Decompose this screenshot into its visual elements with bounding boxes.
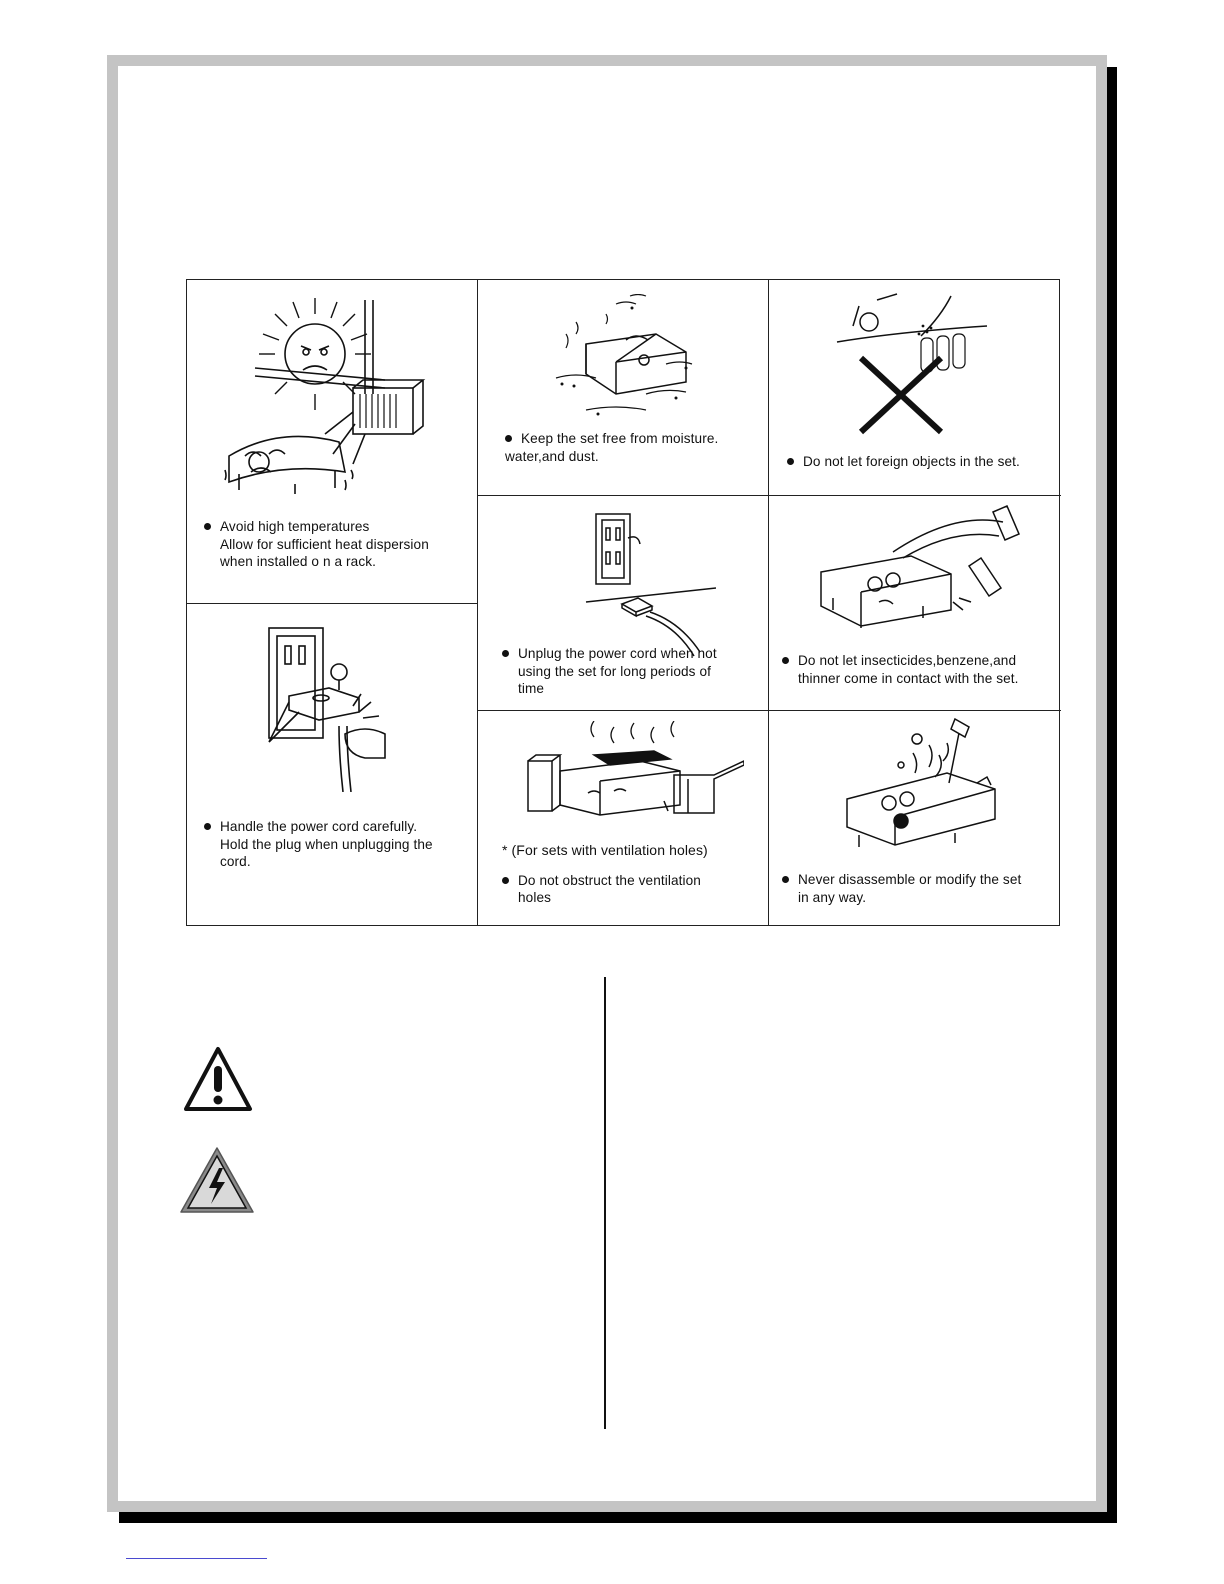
disassemble-illustration (835, 717, 1005, 867)
tip-caption-chemicals (782, 652, 1019, 687)
caption-line: Keep the set free from moisture. (505, 430, 718, 448)
tip-caption-power-cord (204, 818, 433, 871)
tip-caption-unplug (502, 645, 717, 698)
sun-heater-illustration (215, 294, 455, 504)
unplug-illustration (566, 508, 716, 658)
tip-cell-unplug (478, 496, 769, 711)
tip-cell-moisture (478, 280, 769, 496)
tip-caption-disassemble (782, 871, 1021, 906)
tip-caption-foreign-objects (787, 453, 1020, 471)
caption-line: in any way. (798, 889, 867, 905)
tip-caption-moisture (505, 430, 718, 465)
caption-line: using the set for long periods of (518, 663, 711, 679)
ventilation-illustration (524, 721, 744, 831)
caption-line: Avoid high temperatures (204, 518, 429, 536)
caption-note: * (For sets with ventilation holes) (502, 842, 708, 858)
column-divider (604, 977, 606, 1429)
exclamation-triangle-icon (183, 1046, 253, 1112)
caption-line: Handle the power cord carefully. (204, 818, 433, 836)
caption-line: Hold the plug when unplugging the (220, 836, 433, 852)
moisture-dust-illustration (546, 294, 706, 424)
caption-line: Do not obstruct the ventilation (502, 872, 708, 890)
caption-line: Do not let foreign objects in the set. (787, 453, 1020, 471)
spray-illustration (813, 502, 1023, 632)
caption-line: time (518, 681, 545, 696)
tip-cell-chemicals (769, 496, 1061, 711)
caption-line: Do not let insecticides,benzene,and (782, 652, 1019, 670)
caption-line: cord. (220, 854, 251, 869)
caption-line: Allow for sufficient heat dispersion (220, 536, 429, 552)
caption-line: water,and dust. (505, 448, 599, 464)
plug-hand-illustration (249, 622, 419, 792)
tip-cell-foreign-objects (769, 280, 1061, 496)
tip-caption-ventilation (502, 842, 708, 907)
caption-line: Unplug the power cord when not (502, 645, 717, 663)
caption-line: thinner come in contact with the set. (798, 670, 1019, 686)
tip-cell-heat (187, 280, 478, 604)
tip-caption-heat (204, 518, 429, 571)
safety-grid (186, 279, 1060, 926)
lightning-triangle-icon (179, 1146, 255, 1214)
caption-line: holes (518, 890, 551, 905)
footer-link-underline (126, 1558, 267, 1559)
tip-cell-ventilation (478, 711, 769, 926)
caption-line: Never disassemble or modify the set (782, 871, 1021, 889)
tip-cell-power-cord (187, 604, 478, 926)
tip-cell-disassemble (769, 711, 1061, 926)
foreign-objects-illustration (831, 286, 1001, 436)
caption-line: when installed o n a rack. (220, 554, 376, 569)
